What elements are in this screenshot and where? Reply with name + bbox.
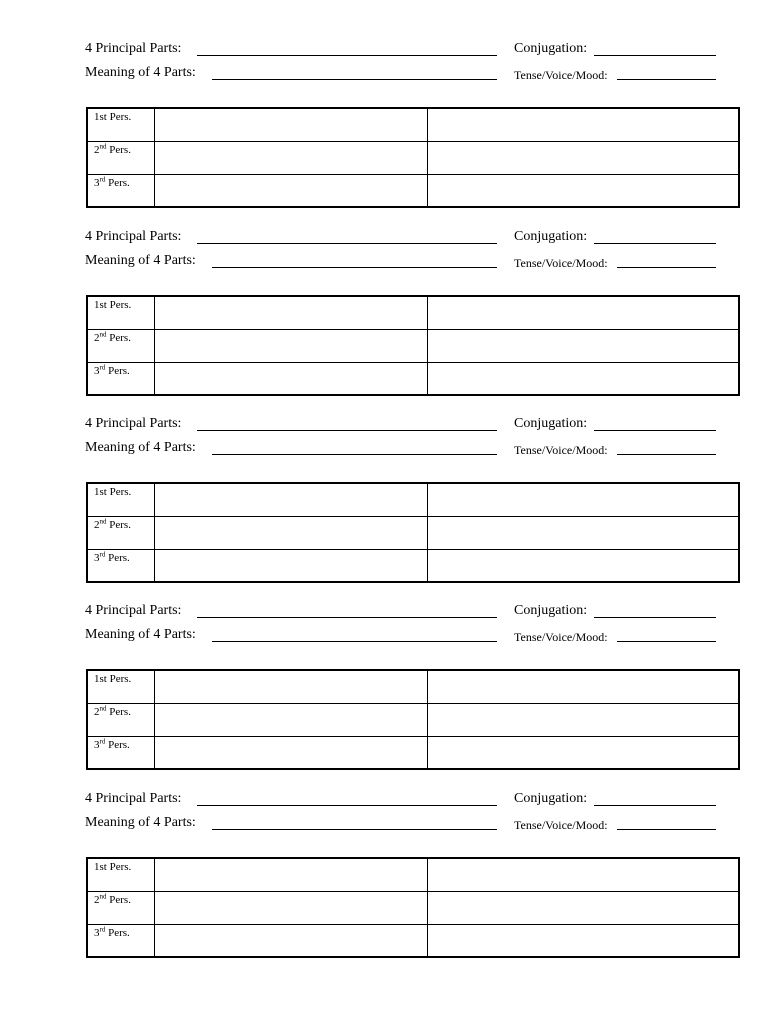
person-number: 2 <box>94 893 100 906</box>
person-word: Pers. <box>109 111 132 123</box>
conjugation-block <box>0 229 768 416</box>
person-word: Pers. <box>108 551 130 564</box>
person-word: Pers. <box>109 673 132 685</box>
person-table <box>86 857 740 958</box>
conjugation-block <box>0 791 768 978</box>
plural-cell[interactable] <box>428 924 740 957</box>
table-row <box>87 516 739 549</box>
tense-voice-mood-label: Tense/Voice/Mood: <box>514 256 608 270</box>
person-ordinal-suffix: rd <box>99 362 106 371</box>
plural-cell[interactable] <box>428 703 740 736</box>
meaning-label: Meaning of 4 Parts: <box>85 440 196 455</box>
table-row <box>87 703 739 736</box>
person-label <box>87 141 155 174</box>
person-number: 2 <box>94 518 100 531</box>
singular-cell[interactable] <box>155 141 428 174</box>
person-label <box>87 174 155 207</box>
person-table <box>86 295 740 396</box>
person-number: 2 <box>94 143 100 156</box>
person-label <box>87 362 155 395</box>
principal-parts-blank[interactable] <box>197 805 497 806</box>
conjugation-label: Conjugation: <box>514 41 588 56</box>
singular-cell[interactable] <box>155 483 428 516</box>
principal-parts-label: 4 Principal Parts: <box>85 791 182 806</box>
meaning-blank[interactable] <box>212 267 497 268</box>
person-number: 2 <box>94 705 100 718</box>
plural-cell[interactable] <box>428 736 740 769</box>
conjugation-blank[interactable] <box>594 805 716 806</box>
table-row <box>87 174 739 207</box>
person-word: Pers. <box>108 176 130 189</box>
conjugation-label: Conjugation: <box>514 229 588 244</box>
person-number: 3 <box>94 364 100 377</box>
conjugation-blank[interactable] <box>594 617 716 618</box>
plural-cell[interactable] <box>428 329 740 362</box>
principal-parts-blank[interactable] <box>197 243 497 244</box>
meaning-blank[interactable] <box>212 454 497 455</box>
person-word: Pers. <box>109 299 132 311</box>
person-word: Pers. <box>108 364 130 377</box>
tense-voice-mood-blank[interactable] <box>617 641 716 642</box>
conjugation-block <box>0 41 768 228</box>
person-number: 1st <box>94 299 107 311</box>
person-number: 1st <box>94 486 107 498</box>
person-label <box>87 329 155 362</box>
person-number: 1st <box>94 861 107 873</box>
plural-cell[interactable] <box>428 549 740 582</box>
conjugation-blank[interactable] <box>594 55 716 56</box>
plural-cell[interactable] <box>428 174 740 207</box>
plural-cell[interactable] <box>428 858 740 891</box>
person-label <box>87 858 155 891</box>
table-row <box>87 858 739 891</box>
principal-parts-blank[interactable] <box>197 617 497 618</box>
table-row <box>87 483 739 516</box>
table-row <box>87 108 739 141</box>
tense-voice-mood-blank[interactable] <box>617 79 716 80</box>
person-ordinal-suffix: nd <box>99 891 107 900</box>
principal-parts-label: 4 Principal Parts: <box>85 41 182 56</box>
tense-voice-mood-label: Tense/Voice/Mood: <box>514 68 608 82</box>
person-word: Pers. <box>108 926 130 939</box>
person-number: 3 <box>94 176 100 189</box>
person-label <box>87 891 155 924</box>
plural-cell[interactable] <box>428 141 740 174</box>
singular-cell[interactable] <box>155 670 428 703</box>
principal-parts-label: 4 Principal Parts: <box>85 603 182 618</box>
table-row <box>87 141 739 174</box>
singular-cell[interactable] <box>155 858 428 891</box>
tense-voice-mood-blank[interactable] <box>617 454 716 455</box>
table-row <box>87 296 739 329</box>
tense-voice-mood-label: Tense/Voice/Mood: <box>514 818 608 832</box>
plural-cell[interactable] <box>428 483 740 516</box>
meaning-blank[interactable] <box>212 79 497 80</box>
person-word: Pers. <box>109 143 131 156</box>
person-number: 2 <box>94 331 100 344</box>
conjugation-block <box>0 603 768 790</box>
principal-parts-blank[interactable] <box>197 55 497 56</box>
singular-cell[interactable] <box>155 296 428 329</box>
person-ordinal-suffix: nd <box>99 329 107 338</box>
tense-voice-mood-blank[interactable] <box>617 829 716 830</box>
person-number: 3 <box>94 551 100 564</box>
tense-voice-mood-label: Tense/Voice/Mood: <box>514 630 608 644</box>
conjugation-label: Conjugation: <box>514 416 588 431</box>
singular-cell[interactable] <box>155 703 428 736</box>
table-row <box>87 736 739 769</box>
person-number: 1st <box>94 111 107 123</box>
conjugation-label: Conjugation: <box>514 791 588 806</box>
principal-parts-blank[interactable] <box>197 430 497 431</box>
person-label <box>87 483 155 516</box>
person-word: Pers. <box>109 331 131 344</box>
plural-cell[interactable] <box>428 362 740 395</box>
singular-cell[interactable] <box>155 329 428 362</box>
singular-cell[interactable] <box>155 891 428 924</box>
person-word: Pers. <box>109 518 131 531</box>
table-row <box>87 549 739 582</box>
person-label <box>87 703 155 736</box>
plural-cell[interactable] <box>428 108 740 141</box>
meaning-label: Meaning of 4 Parts: <box>85 627 196 642</box>
person-ordinal-suffix: rd <box>99 549 106 558</box>
singular-cell[interactable] <box>155 736 428 769</box>
person-word: Pers. <box>109 861 132 873</box>
table-row <box>87 924 739 957</box>
plural-cell[interactable] <box>428 296 740 329</box>
person-ordinal-suffix: nd <box>99 516 107 525</box>
plural-cell[interactable] <box>428 670 740 703</box>
person-table <box>86 482 740 583</box>
person-number: 3 <box>94 926 100 939</box>
person-label <box>87 549 155 582</box>
person-number: 1st <box>94 673 107 685</box>
meaning-label: Meaning of 4 Parts: <box>85 253 196 268</box>
person-word: Pers. <box>109 705 131 718</box>
meaning-label: Meaning of 4 Parts: <box>85 65 196 80</box>
person-table <box>86 669 740 770</box>
table-row <box>87 362 739 395</box>
singular-cell[interactable] <box>155 924 428 957</box>
person-ordinal-suffix: rd <box>99 924 106 933</box>
person-word: Pers. <box>108 738 130 751</box>
singular-cell[interactable] <box>155 108 428 141</box>
conjugation-label: Conjugation: <box>514 603 588 618</box>
principal-parts-label: 4 Principal Parts: <box>85 229 182 244</box>
singular-cell[interactable] <box>155 362 428 395</box>
singular-cell[interactable] <box>155 549 428 582</box>
person-ordinal-suffix: nd <box>99 141 107 150</box>
person-word: Pers. <box>109 486 132 498</box>
conjugation-block <box>0 416 768 603</box>
table-row <box>87 891 739 924</box>
singular-cell[interactable] <box>155 174 428 207</box>
tense-voice-mood-blank[interactable] <box>617 267 716 268</box>
table-row <box>87 670 739 703</box>
meaning-label: Meaning of 4 Parts: <box>85 815 196 830</box>
conjugation-blank[interactable] <box>594 430 716 431</box>
plural-cell[interactable] <box>428 516 740 549</box>
person-word: Pers. <box>109 893 131 906</box>
table-row <box>87 329 739 362</box>
conjugation-blank[interactable] <box>594 243 716 244</box>
person-number: 3 <box>94 738 100 751</box>
person-ordinal-suffix: rd <box>99 174 106 183</box>
person-table <box>86 107 740 208</box>
person-label <box>87 108 155 141</box>
person-ordinal-suffix: rd <box>99 736 106 745</box>
person-label <box>87 924 155 957</box>
person-label <box>87 516 155 549</box>
principal-parts-label: 4 Principal Parts: <box>85 416 182 431</box>
meaning-blank[interactable] <box>212 641 497 642</box>
tense-voice-mood-label: Tense/Voice/Mood: <box>514 443 608 457</box>
person-label <box>87 736 155 769</box>
person-label <box>87 670 155 703</box>
singular-cell[interactable] <box>155 516 428 549</box>
meaning-blank[interactable] <box>212 829 497 830</box>
plural-cell[interactable] <box>428 891 740 924</box>
person-ordinal-suffix: nd <box>99 703 107 712</box>
person-label <box>87 296 155 329</box>
